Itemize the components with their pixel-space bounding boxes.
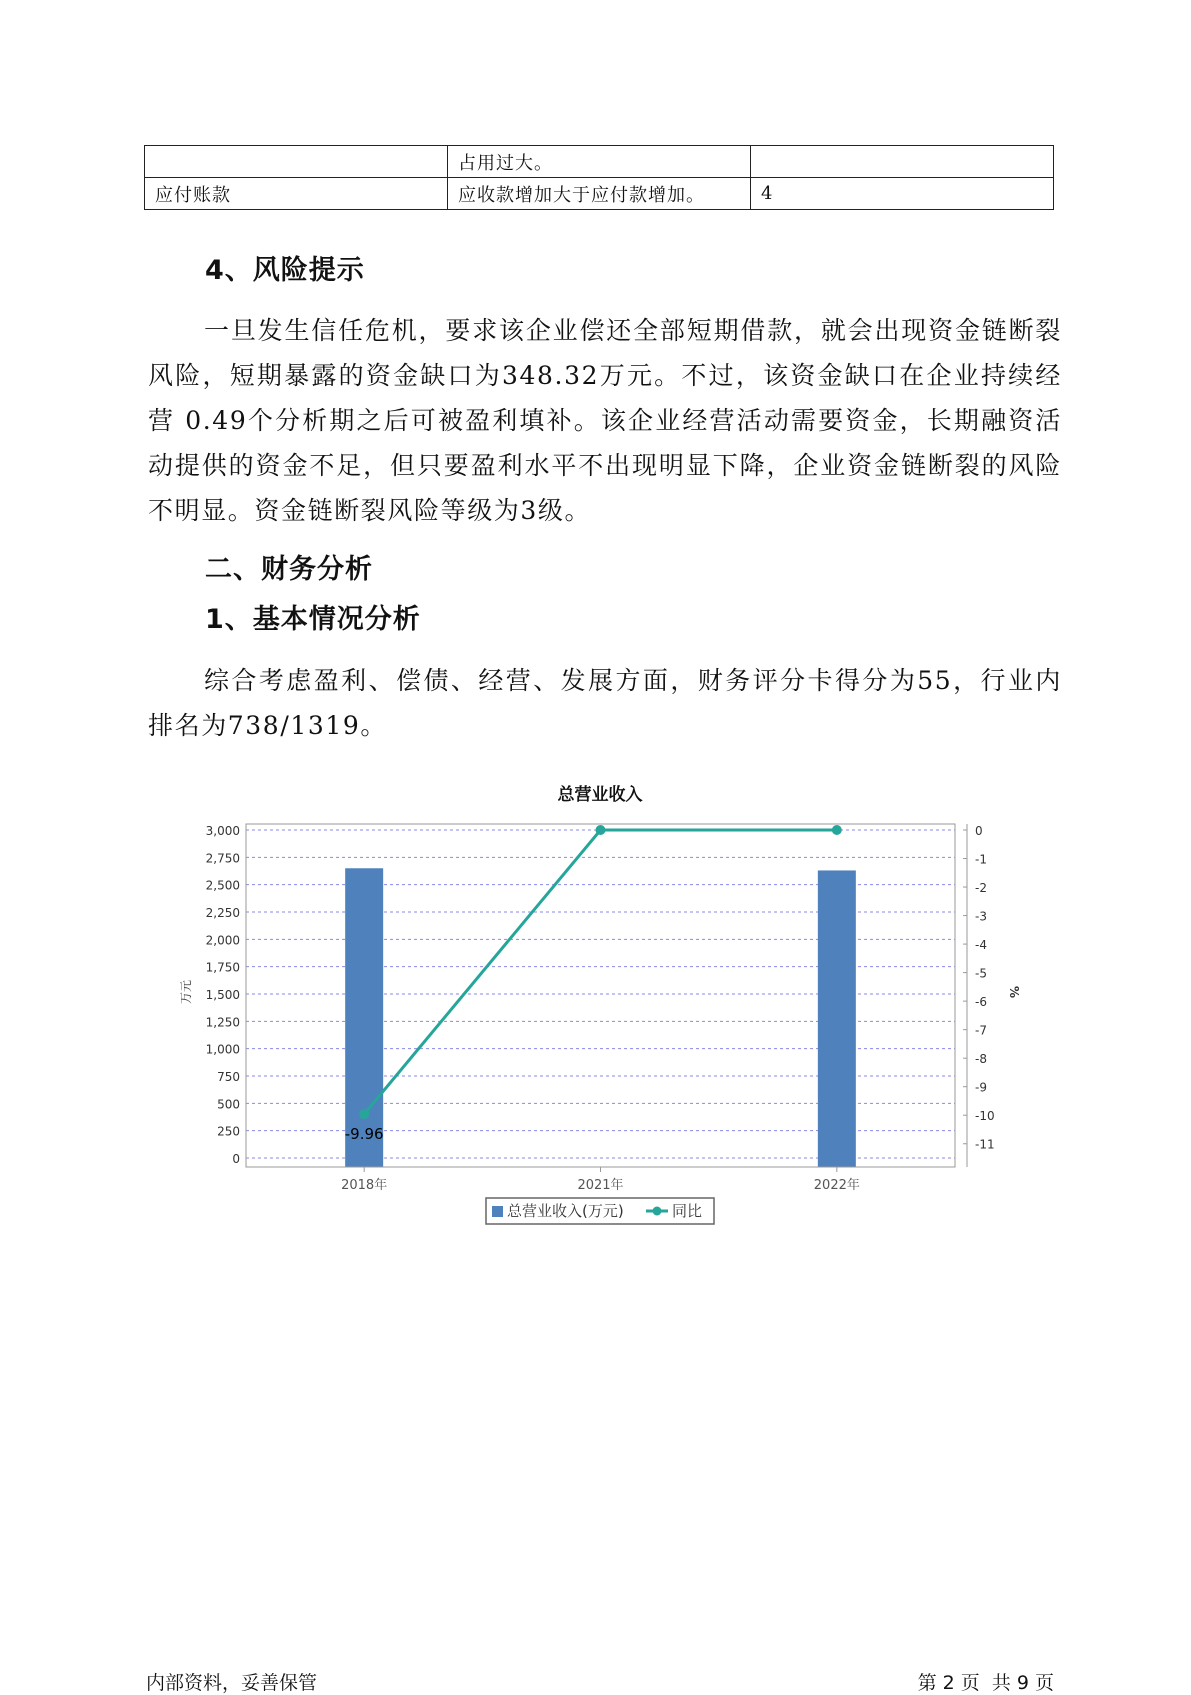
y-tick-label: 2,500	[205, 878, 240, 893]
legend-swatch-bar	[492, 1206, 503, 1217]
financial-analysis-heading: 二、财务分析	[205, 554, 373, 585]
chart-title: 总营业收入	[557, 785, 643, 805]
table-cell: 占用过大。	[448, 146, 751, 178]
basic-analysis-heading: 1、基本情况分析	[205, 604, 421, 635]
yoy-point-2021年	[596, 825, 606, 835]
table-cell: 4	[751, 178, 1054, 210]
y2-tick-label: -5	[975, 966, 987, 981]
y2-tick-label: -9	[975, 1080, 987, 1095]
y2-tick-label: -3	[975, 909, 987, 924]
footer-confidential: 内部资料，妥善保管	[146, 1672, 318, 1694]
y2-axis-label: %	[1007, 985, 1021, 999]
y-tick-label: 1,250	[205, 1015, 240, 1030]
y-tick-label: 2,250	[205, 906, 240, 920]
legend-label-line: 同比	[672, 1202, 703, 1220]
y2-tick-label: 0	[975, 824, 983, 838]
yoy-point-2018年	[359, 1109, 369, 1119]
y-tick-label: 750	[217, 1070, 240, 1084]
y2-tick-label: -4	[975, 938, 987, 953]
legend-label-bar: 总营业收入(万元)	[507, 1202, 624, 1220]
y-tick-label: 1,500	[205, 988, 240, 1002]
risk-paragraph: 一旦发生信任危机，要求该企业偿还全部短期借款，就会出现资金链断裂风险，短期暴露的资金缺口为348.32万元。不过，该资金缺口在企业持续经营 0.49个分析期之后可被盈利填补。该企业经营活动需要资金，长期融资活动提供的资金不足，但只要盈利水平不出现明显下降，企业资金链断裂的风险不明显。资金链断裂风险等级为3级。	[148, 316, 1062, 525]
y-tick-label: 1,000	[205, 1042, 240, 1057]
x-tick-label: 2022年	[813, 1178, 860, 1193]
y-tick-label: 2,000	[205, 933, 240, 948]
bar-2022年	[818, 870, 856, 1167]
yoy-line	[364, 830, 837, 1114]
data-label: -9.96	[344, 1125, 384, 1144]
y-tick-label: 500	[217, 1097, 240, 1112]
y-tick-label: 0	[232, 1152, 240, 1166]
y2-tick-label: -6	[975, 995, 987, 1010]
y-tick-label: 250	[217, 1124, 240, 1139]
y-tick-label: 2,750	[205, 851, 240, 866]
y2-tick-label: -7	[975, 1023, 987, 1038]
yoy-point-2022年	[832, 825, 842, 835]
x-tick-label: 2018年	[341, 1178, 388, 1193]
risk-heading: 4、风险提示	[205, 255, 365, 286]
x-tick-label: 2021年	[577, 1178, 624, 1193]
table-cell: 应收款增加大于应付款增加。	[448, 178, 751, 210]
y2-tick-label: -1	[975, 852, 987, 867]
y2-tick-label: -11	[975, 1137, 995, 1152]
y2-tick-label: -8	[975, 1052, 987, 1067]
basic-analysis-paragraph: 综合考虑盈利、偿债、经营、发展方面，财务评分卡得分为55，行业内排名为738/1319。	[148, 666, 1062, 740]
footer-page-number: 第 2 页 共 9 页	[917, 1672, 1054, 1694]
y-axis-label: 万元	[179, 979, 193, 1005]
legend-swatch-marker	[653, 1207, 662, 1216]
y2-tick-label: -2	[975, 881, 987, 896]
y-tick-label: 3,000	[205, 824, 240, 838]
y-tick-label: 1,750	[205, 960, 240, 975]
bar-2018年	[345, 868, 383, 1167]
y2-tick-label: -10	[975, 1109, 995, 1124]
table-cell: 应付账款	[145, 178, 448, 210]
